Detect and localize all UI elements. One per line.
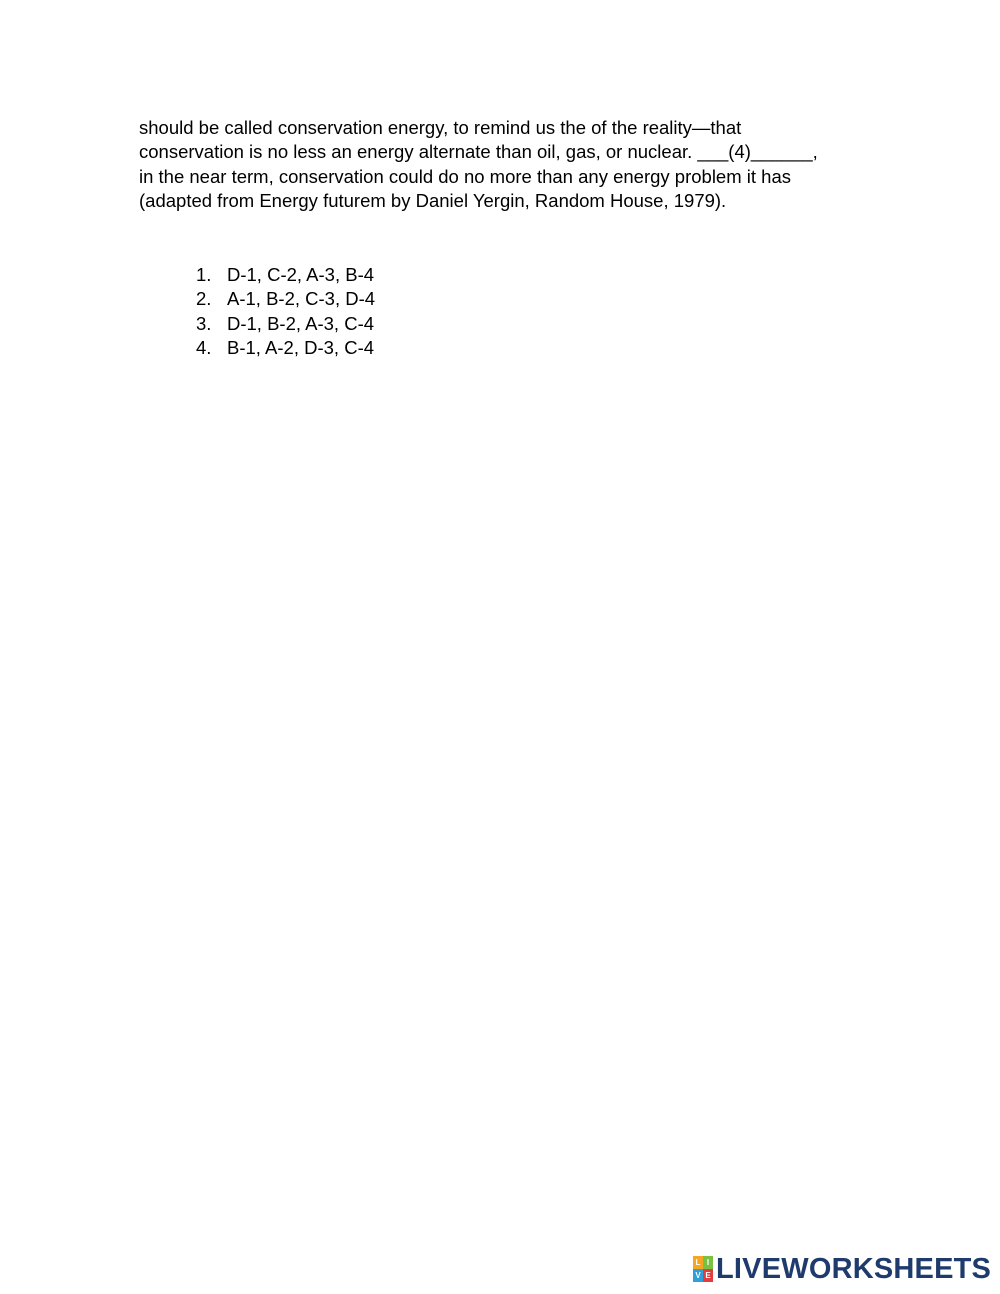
answer-option (196, 287, 375, 311)
option-number: 4. (196, 336, 212, 358)
logo-tile-l: L (693, 1256, 703, 1269)
passage-line: in the near term, conservation could do no more than any energy problem it has (139, 165, 791, 187)
logo-tile-e: E (703, 1269, 713, 1282)
answer-option (196, 312, 375, 336)
liveworksheets-icon (693, 1256, 713, 1282)
liveworksheets-logo (693, 1254, 991, 1284)
answer-options-list (196, 263, 375, 360)
reading-passage (139, 116, 879, 213)
option-text: A-1, B-2, C-3, D-4 (227, 288, 376, 310)
logo-tile-v: V (693, 1269, 703, 1282)
logo-tile-i: I (703, 1256, 713, 1269)
option-number: 2. (196, 288, 212, 310)
option-text: B-1, A-2, D-3, C-4 (227, 336, 375, 358)
passage-line: should be called conservation energy, to remind us the of the reality—that (139, 117, 742, 138)
option-number: 3. (196, 312, 212, 334)
logo-wordmark: LIVEWORKSHEETS (716, 1253, 992, 1285)
option-text: D-1, B-2, A-3, C-4 (227, 312, 375, 334)
passage-line: (adapted from Energy futurem by Daniel Yergin, Random House, 1979). (139, 189, 727, 211)
answer-option (196, 263, 375, 287)
option-text: D-1, C-2, A-3, B-4 (227, 264, 375, 285)
option-number: 1. (196, 264, 212, 285)
passage-line: conservation is no less an energy alternate than oil, gas, or nuclear. ___(4)______, (139, 141, 818, 163)
answer-option (196, 336, 375, 360)
